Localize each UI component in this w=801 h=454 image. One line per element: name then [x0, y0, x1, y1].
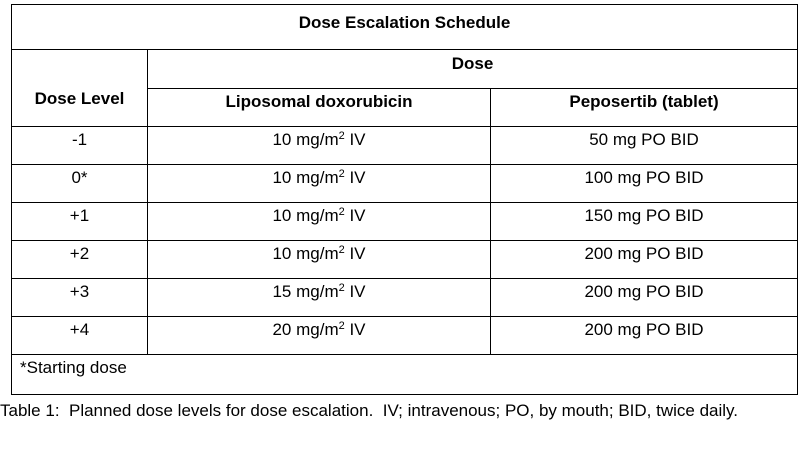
dose-superscript: 2	[338, 168, 345, 180]
table-title-row	[12, 5, 798, 50]
dose-value: 20 mg/m	[272, 320, 339, 339]
footnote-row	[12, 355, 798, 395]
table-row	[12, 241, 798, 279]
dose-superscript: 2	[338, 320, 345, 332]
table-row	[12, 279, 798, 317]
dose-escalation-table	[11, 4, 798, 395]
table-row	[12, 203, 798, 241]
table-caption: Table 1: Planned dose levels for dose escalation. IV; intravenous; PO, by mouth; BID, twice daily.	[0, 401, 738, 420]
header-liposomal-doxorubicin: Liposomal doxorubicin	[148, 89, 491, 127]
liposomal-doxorubicin-cell	[148, 241, 491, 279]
footnote: *Starting dose	[12, 355, 798, 395]
dose-route: IV	[344, 130, 366, 149]
dose-level-cell: -1	[12, 127, 148, 165]
dose-level-cell: +2	[12, 241, 148, 279]
dose-superscript: 2	[338, 282, 345, 294]
liposomal-doxorubicin-cell	[148, 317, 491, 355]
dose-value: 10 mg/m	[272, 168, 339, 187]
header-peposertib: Peposertib (tablet)	[491, 89, 798, 127]
dose-level-cell: +3	[12, 279, 148, 317]
dose-value: 10 mg/m	[272, 206, 339, 225]
liposomal-doxorubicin-cell	[148, 279, 491, 317]
dose-value: 10 mg/m	[272, 130, 339, 149]
dose-route: IV	[344, 282, 366, 301]
table-row	[12, 317, 798, 355]
dose-level-cell: +1	[12, 203, 148, 241]
table-header-row	[12, 50, 798, 89]
dose-level-cell: 0*	[12, 165, 148, 203]
peposertib-cell: 50 mg PO BID	[491, 127, 798, 165]
dose-route: IV	[344, 320, 366, 339]
dose-superscript: 2	[338, 244, 345, 256]
liposomal-doxorubicin-cell	[148, 127, 491, 165]
peposertib-cell: 150 mg PO BID	[491, 203, 798, 241]
dose-value: 10 mg/m	[272, 244, 339, 263]
dose-route: IV	[344, 168, 366, 187]
peposertib-cell: 200 mg PO BID	[491, 279, 798, 317]
dose-route: IV	[344, 244, 366, 263]
liposomal-doxorubicin-cell	[148, 203, 491, 241]
peposertib-cell: 200 mg PO BID	[491, 241, 798, 279]
table-title: Dose Escalation Schedule	[12, 5, 798, 50]
dose-superscript: 2	[338, 206, 345, 218]
peposertib-cell: 200 mg PO BID	[491, 317, 798, 355]
dose-value: 15 mg/m	[272, 282, 339, 301]
dose-superscript: 2	[338, 130, 345, 142]
table-row	[12, 165, 798, 203]
dose-level-cell: +4	[12, 317, 148, 355]
header-dose-level: Dose Level	[12, 50, 148, 127]
table-row	[12, 127, 798, 165]
liposomal-doxorubicin-cell	[148, 165, 491, 203]
peposertib-cell: 100 mg PO BID	[491, 165, 798, 203]
dose-route: IV	[344, 206, 366, 225]
dose-escalation-table-container	[11, 4, 797, 395]
table-body	[12, 127, 798, 355]
header-dose: Dose	[148, 50, 798, 89]
